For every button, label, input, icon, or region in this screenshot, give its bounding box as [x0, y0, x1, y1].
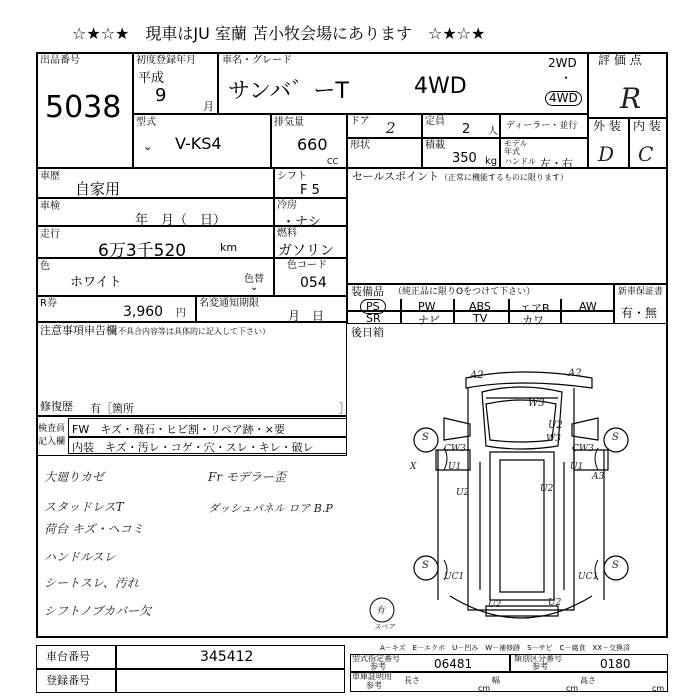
- capacity-unit: 人: [488, 126, 498, 137]
- mark-18: UC1: [444, 572, 465, 582]
- new-car-warranty-label: 新車保証書: [618, 287, 664, 297]
- cert-label-1: 車庫証明用: [352, 672, 392, 681]
- mark-6: S: [422, 432, 429, 443]
- equip-airbag: エアB: [520, 302, 550, 315]
- inspector-row-2: 内装 キズ・汚レ・コゲ・穴・スレ・キレ・破レ: [72, 441, 314, 454]
- equip-leather: カワ: [522, 314, 544, 327]
- mark-17: S: [612, 560, 619, 571]
- fuel-value: ガソリン: [278, 243, 334, 259]
- drive-option-4wd: 4WD: [545, 91, 582, 106]
- caution-note: （不具合内容等は具体的に記入して下さい）: [110, 327, 270, 336]
- engine-value: 660: [297, 135, 328, 154]
- cert-width: 幅: [492, 676, 500, 685]
- inspection-text: 年 月（ 日）: [135, 213, 227, 228]
- recycle-label: R券: [40, 298, 57, 309]
- mark-21: U2: [548, 598, 562, 608]
- mark-9: CW3: [572, 444, 594, 454]
- registration-label: 初度登録年月: [136, 55, 196, 66]
- mark-23: スペア: [374, 623, 395, 631]
- int-label: 内 装: [633, 119, 661, 133]
- engine-unit: CC: [327, 157, 339, 166]
- lot-label: 出品番号: [40, 55, 80, 66]
- model-year-label-2: 年式: [504, 147, 520, 156]
- reg-number-label: 登録番号: [46, 674, 90, 687]
- ext-score: D: [598, 142, 615, 166]
- load-value: 350: [452, 151, 477, 166]
- equip-pw: PW: [418, 300, 436, 313]
- mark-5: W3: [546, 434, 561, 444]
- category-number-sub: 参考: [532, 662, 548, 671]
- mark-10: U1: [448, 462, 462, 472]
- header-notice: ☆★☆★ 現車はJU 室蘭 苫小牧会場にあります ☆★☆★: [72, 24, 486, 43]
- color-change-label: 色替: [244, 274, 264, 285]
- mark-12: U2: [456, 488, 470, 498]
- dealer-label: ディーラー・並行: [506, 121, 578, 131]
- warranty-text: 月 日: [288, 309, 325, 323]
- vehicle-drive: 4WD: [414, 74, 467, 99]
- mileage-value: 6万3千520: [98, 241, 187, 261]
- color-value: ホワイト: [70, 275, 122, 290]
- damage-legend: A－キズ E－エクボ U－凹み W－補修跡 S－サビ C－腐食 XX－交換済: [380, 644, 631, 652]
- registration-month-unit: 月: [203, 100, 214, 113]
- mark-8: CW3: [444, 444, 466, 454]
- history-label: 車歴: [40, 171, 60, 182]
- doors-label: ドア: [350, 116, 370, 127]
- equip-aw: AW: [579, 300, 597, 313]
- lot-number: 5038: [45, 90, 122, 125]
- mileage-label: 走行: [40, 229, 60, 240]
- model-code: V-KS4: [175, 134, 222, 153]
- repair-label: 修復歴: [40, 400, 73, 413]
- ac-value: ・ナシ: [282, 215, 321, 230]
- color-code-value: 054: [300, 275, 327, 291]
- inspector-row-1: FW キズ・飛石・ヒビ割・リペア跡・×要: [72, 423, 285, 436]
- note-left-2: スタッドレスT: [44, 500, 124, 514]
- model-label: 型式: [136, 117, 156, 128]
- equip-ps: PS: [360, 299, 386, 314]
- chassis-value: 345412: [200, 649, 254, 665]
- cert-height: 高さ: [580, 676, 596, 685]
- new-car-warranty-value: 有・無: [621, 306, 658, 320]
- equipment-note: （純正品に限りOをつけて下さい）: [393, 287, 536, 297]
- equipment-label: 装備品: [351, 285, 384, 298]
- history-value: 自家用: [75, 180, 121, 198]
- load-label: 積載: [425, 140, 445, 151]
- inspector-label-2: 記入欄: [38, 437, 66, 447]
- equip-navi: ナビ: [418, 314, 440, 327]
- type-number-label: 型式指定番号: [352, 654, 400, 663]
- color-check-mark: ⌄: [250, 282, 259, 293]
- cert-length: 長さ: [404, 676, 420, 685]
- chassis-label: 車台番号: [46, 650, 90, 663]
- shift-label: シフト: [277, 171, 307, 182]
- mark-7: S: [612, 432, 619, 443]
- mark-1: A2: [470, 370, 484, 381]
- capacity-value: 2: [462, 122, 471, 137]
- sales-point-label: セールスポイント: [352, 170, 440, 183]
- ac-label: 冷房: [277, 200, 297, 211]
- note-right-1: Fr モデラー歪: [208, 470, 286, 484]
- equip-sr: SR: [366, 312, 381, 325]
- type-number-sub: 参考: [370, 662, 386, 671]
- cert-length-unit: cm: [478, 684, 491, 693]
- note-left-6: シフトノブカバー欠: [44, 604, 152, 618]
- capacity-label: 定員: [425, 116, 445, 127]
- rating-label: 評 価 点: [598, 53, 642, 67]
- equip-abs: ABS: [469, 300, 491, 313]
- note-left-1: 大廻りカゼ: [44, 470, 105, 484]
- cert-label-2: 参考: [366, 681, 382, 690]
- engine-label: 排気量: [274, 117, 304, 128]
- mark-15: X: [410, 462, 417, 472]
- drive-option-2wd: 2WD: [548, 56, 577, 70]
- drive-option-dot: ・: [560, 71, 573, 85]
- note-left-3: 荷台 キズ・ヘコミ: [44, 522, 144, 536]
- category-number-label: 類別区分番号: [514, 654, 562, 663]
- recycle-value: 3,960: [123, 304, 164, 320]
- fuel-label: 燃料: [277, 228, 297, 239]
- shape-label: 形状: [350, 140, 370, 151]
- doors-value: 2: [386, 119, 396, 137]
- mark-13: U2: [540, 484, 554, 494]
- repair-value: 有［箇所: [90, 402, 134, 415]
- rating-score: R: [620, 82, 642, 115]
- inspector-label-1: 検査員: [38, 424, 66, 434]
- mark-16: S: [422, 560, 429, 571]
- color-label: 色: [40, 261, 50, 272]
- caution-label: 注意事項申告欄: [40, 324, 117, 337]
- int-score: C: [638, 142, 654, 166]
- recycle-unit: 円: [176, 308, 186, 319]
- mark-14: A3: [592, 472, 605, 482]
- vehicle-name: サンバ゛ーT: [228, 79, 349, 104]
- repair-close: ］: [339, 402, 350, 415]
- model-year-label-1: モデル: [504, 139, 528, 148]
- vehicle-label: 車名・グレード: [222, 55, 292, 66]
- ext-label: 外 装: [593, 119, 621, 133]
- inspection-label: 車検: [40, 201, 60, 212]
- model-mark: ⌄: [143, 140, 153, 153]
- mark-22: 有: [376, 606, 386, 616]
- mark-2: A2: [568, 368, 582, 379]
- note-left-4: ハンドルスレ: [44, 550, 116, 564]
- registration-era: 平成: [138, 71, 165, 86]
- rear-seat-label: 後日箱: [351, 326, 384, 339]
- load-unit: kg: [485, 156, 498, 167]
- sales-point-note: （正常に機能するものに限ります）: [440, 173, 568, 182]
- handle-label: ハンドル: [504, 157, 536, 166]
- cert-width-unit: cm: [566, 684, 579, 693]
- color-code-label: 色コード: [287, 260, 327, 271]
- cert-cell: [350, 672, 668, 692]
- mark-19: UC1: [578, 572, 599, 582]
- shift-value: F 5: [300, 183, 320, 198]
- note-right-2: ダッシュパネル ロア B.P: [208, 502, 333, 515]
- mark-3: W3: [528, 398, 545, 409]
- mark-4: U2: [548, 420, 563, 431]
- handle-value: 左・右: [540, 157, 573, 170]
- note-left-5: シートスレ、汚れ: [44, 576, 139, 590]
- mark-11: U1: [570, 462, 584, 472]
- type-number-value: 06481: [434, 657, 473, 671]
- warranty-label: 名変通知期限: [199, 298, 259, 309]
- mark-20: U2: [488, 600, 502, 610]
- cert-height-unit: cm: [652, 684, 665, 693]
- category-number-value: 0180: [600, 657, 631, 671]
- registration-year: 9: [155, 85, 167, 106]
- mileage-unit: km: [220, 241, 238, 254]
- equip-tv: TV: [473, 312, 488, 325]
